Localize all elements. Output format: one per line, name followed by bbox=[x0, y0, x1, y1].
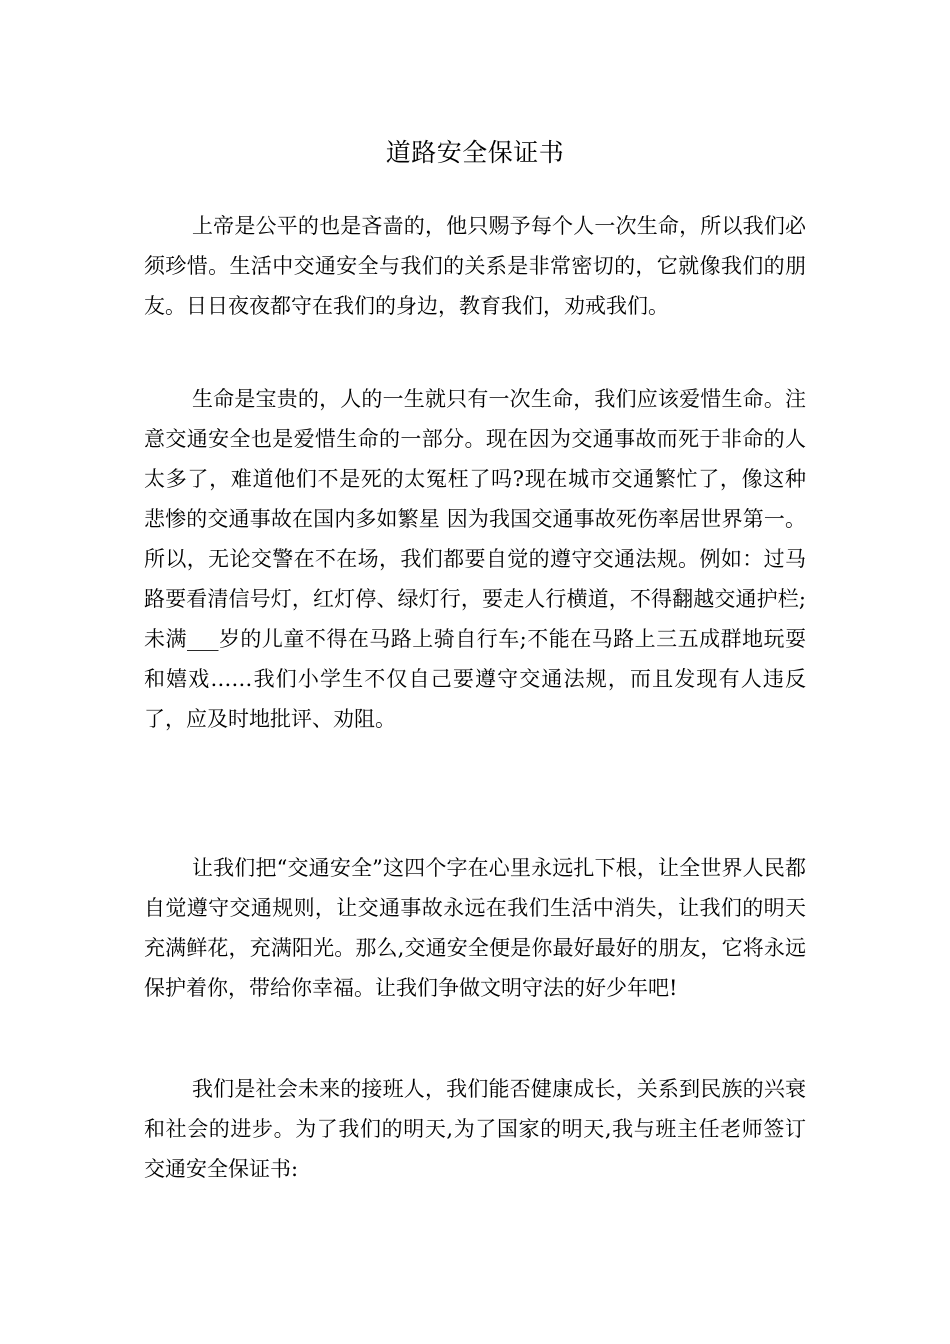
document-title: 道路安全保证书 bbox=[385, 138, 565, 167]
paragraph-4 bbox=[144, 1069, 806, 1189]
paragraph-1 bbox=[144, 206, 806, 326]
paragraph-text: 生命是宝贵的，人的一生就只有一次生命，我们应该爱惜生命。注意交通安全也是爱惜生命的一部分。现在因为交通事故而死于非命的人太多了，难道他们不是死的太冤枉了吗?现在城市交通繁忙了，像这种悲惨的交通事故在国内多如繁星 因为我国交通事故死伤率居世界第一。所以，无论交警在不在场，我们都要自觉的遵守交通法规。例如：过马路要看清信号灯，红灯停、绿灯行，要走人行横道，不得翻越交通护栏;未满___岁的儿童不得在马路上骑自行车;不能在马路上三五成群地玩耍和嬉戏……我们小学生不仅自己要遵守交通法规，而且发现有人违反了，应及时地批评、劝阻。 bbox=[144, 387, 806, 731]
paragraph-text: 上帝是公平的也是吝啬的，他只赐予每个人一次生命，所以我们必须珍惜。生活中交通安全与我们的关系是非常密切的，它就像我们的朋友。日日夜夜都守在我们的身边，教育我们，劝戒我们。 bbox=[144, 214, 806, 318]
paragraph-3 bbox=[144, 848, 806, 1008]
paragraph-text: 让我们把“交通安全”这四个字在心里永远扎下根，让全世界人民都自觉遵守交通规则，让交通事故永远在我们生活中消失，让我们的明天充满鲜花，充满阳光。那么,交通安全便是你最好最好的朋友，它将永远保护着你，带给你幸福。让我们争做文明守法的好少年吧! bbox=[144, 856, 806, 1000]
paragraph-text: 我们是社会未来的接班人，我们能否健康成长，关系到民族的兴衰和社会的进步。为了我们的明天,为了国家的明天,我与班主任老师签订交通安全保证书: bbox=[144, 1077, 806, 1181]
paragraph-2 bbox=[144, 379, 806, 739]
